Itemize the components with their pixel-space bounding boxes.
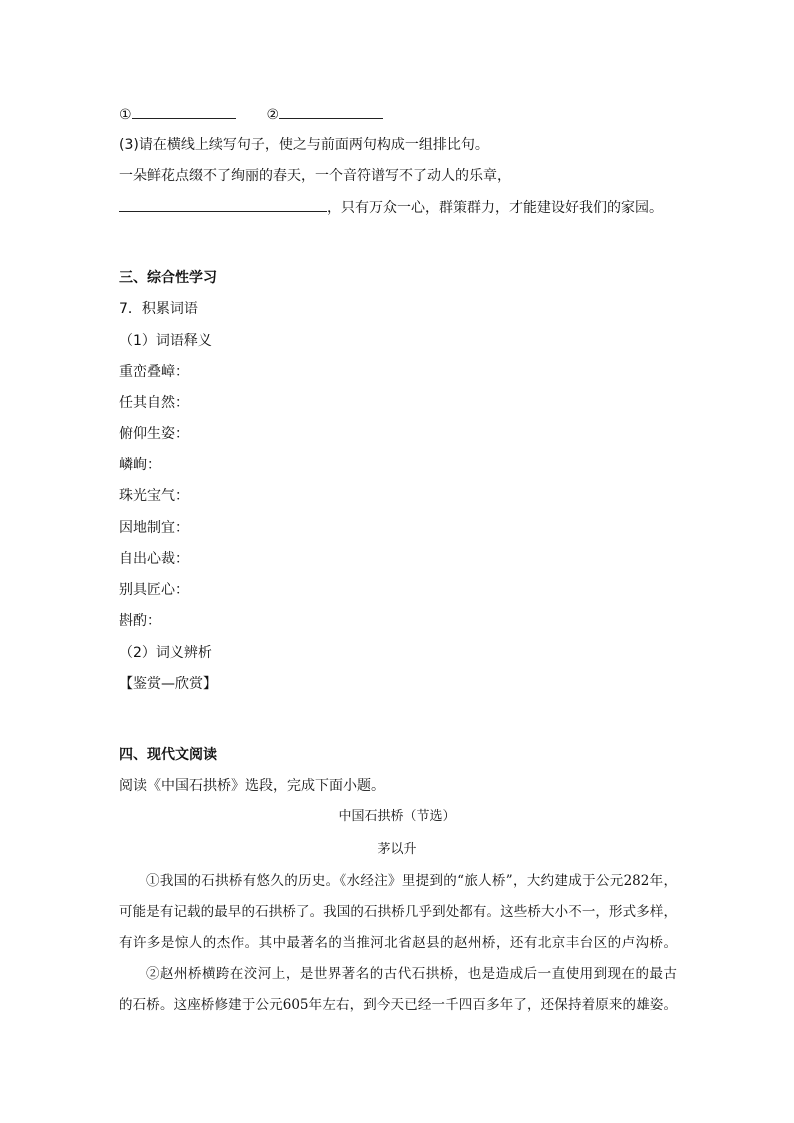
term-item: 俯仰生姿： [119, 426, 189, 442]
paragraph-line: 可能是有记载的最早的石拱桥了。我国的石拱桥几乎到处都有。这些桥大小不一，形式多样， [119, 904, 677, 920]
reading-intro: 阅读《中国石拱桥》选段，完成下面小题。 [119, 778, 385, 794]
article-author: 茅以升 [377, 842, 417, 857]
answer-blank-2[interactable] [279, 104, 383, 119]
blank-marker-2: ② [266, 107, 280, 123]
answer-blank-1[interactable] [132, 104, 236, 119]
q3-instruction: (3)请在横线上续写句子，使之与前面两句构成一组排比句。 [119, 137, 489, 153]
term-item: 别具匠心： [119, 582, 189, 598]
fill-blank-row [119, 104, 383, 125]
term-item: 珠光宝气： [119, 488, 189, 504]
term-item: 因地制宜： [119, 520, 189, 536]
sub2-title: （2）词义辨析 [119, 645, 212, 661]
term-item: 自出心裁： [119, 551, 189, 567]
paragraph-line: 有许多是惊人的杰作。其中最著名的当推河北省赵县的赵州桥，还有北京丰台区的卢沟桥。 [119, 935, 677, 951]
q7-title: 7．积累词语 [119, 301, 198, 317]
q3-sentence-continuation [119, 197, 663, 218]
blank-marker-1: ① [119, 107, 132, 123]
article-paragraph-2 [119, 959, 677, 1021]
term-item: 嶙峋： [119, 457, 161, 473]
paragraph-line: 的石桥。这座桥修建于公元605年左右，到今天已经一千四百多年了，还保持着原来的雄姿。 [119, 997, 677, 1013]
article-title: 中国石拱桥（节选） [338, 809, 456, 824]
sub1-title: （1）词语释义 [119, 333, 212, 349]
appreciation-label: 【鉴赏—欣赏】 [119, 676, 217, 692]
section4-title: 四、现代文阅读 [119, 747, 217, 763]
q3-sentence-end: ，只有万众一心，群策群力，才能建设好我们的家园。 [327, 200, 663, 216]
paragraph-line: ①我国的石拱桥有悠久的历史。《水经注》里提到的“旅人桥”，大约建成于公元282年， [146, 873, 677, 889]
continuation-blank[interactable] [119, 197, 327, 212]
term-item: 任其自然： [119, 395, 189, 411]
paragraph-line: ②赵州桥横跨在洨河上，是世界著名的古代石拱桥，也是造成后一直使用到现在的最古 [146, 966, 677, 982]
section3-title: 三、综合性学习 [119, 270, 217, 286]
q3-sentence-start: 一朵鲜花点缀不了绚丽的春天，一个音符谱写不了动人的乐章， [119, 168, 511, 184]
term-item: 斟酌： [119, 613, 161, 629]
term-item: 重峦叠嶂： [119, 364, 189, 380]
article-paragraph-1 [119, 866, 677, 959]
